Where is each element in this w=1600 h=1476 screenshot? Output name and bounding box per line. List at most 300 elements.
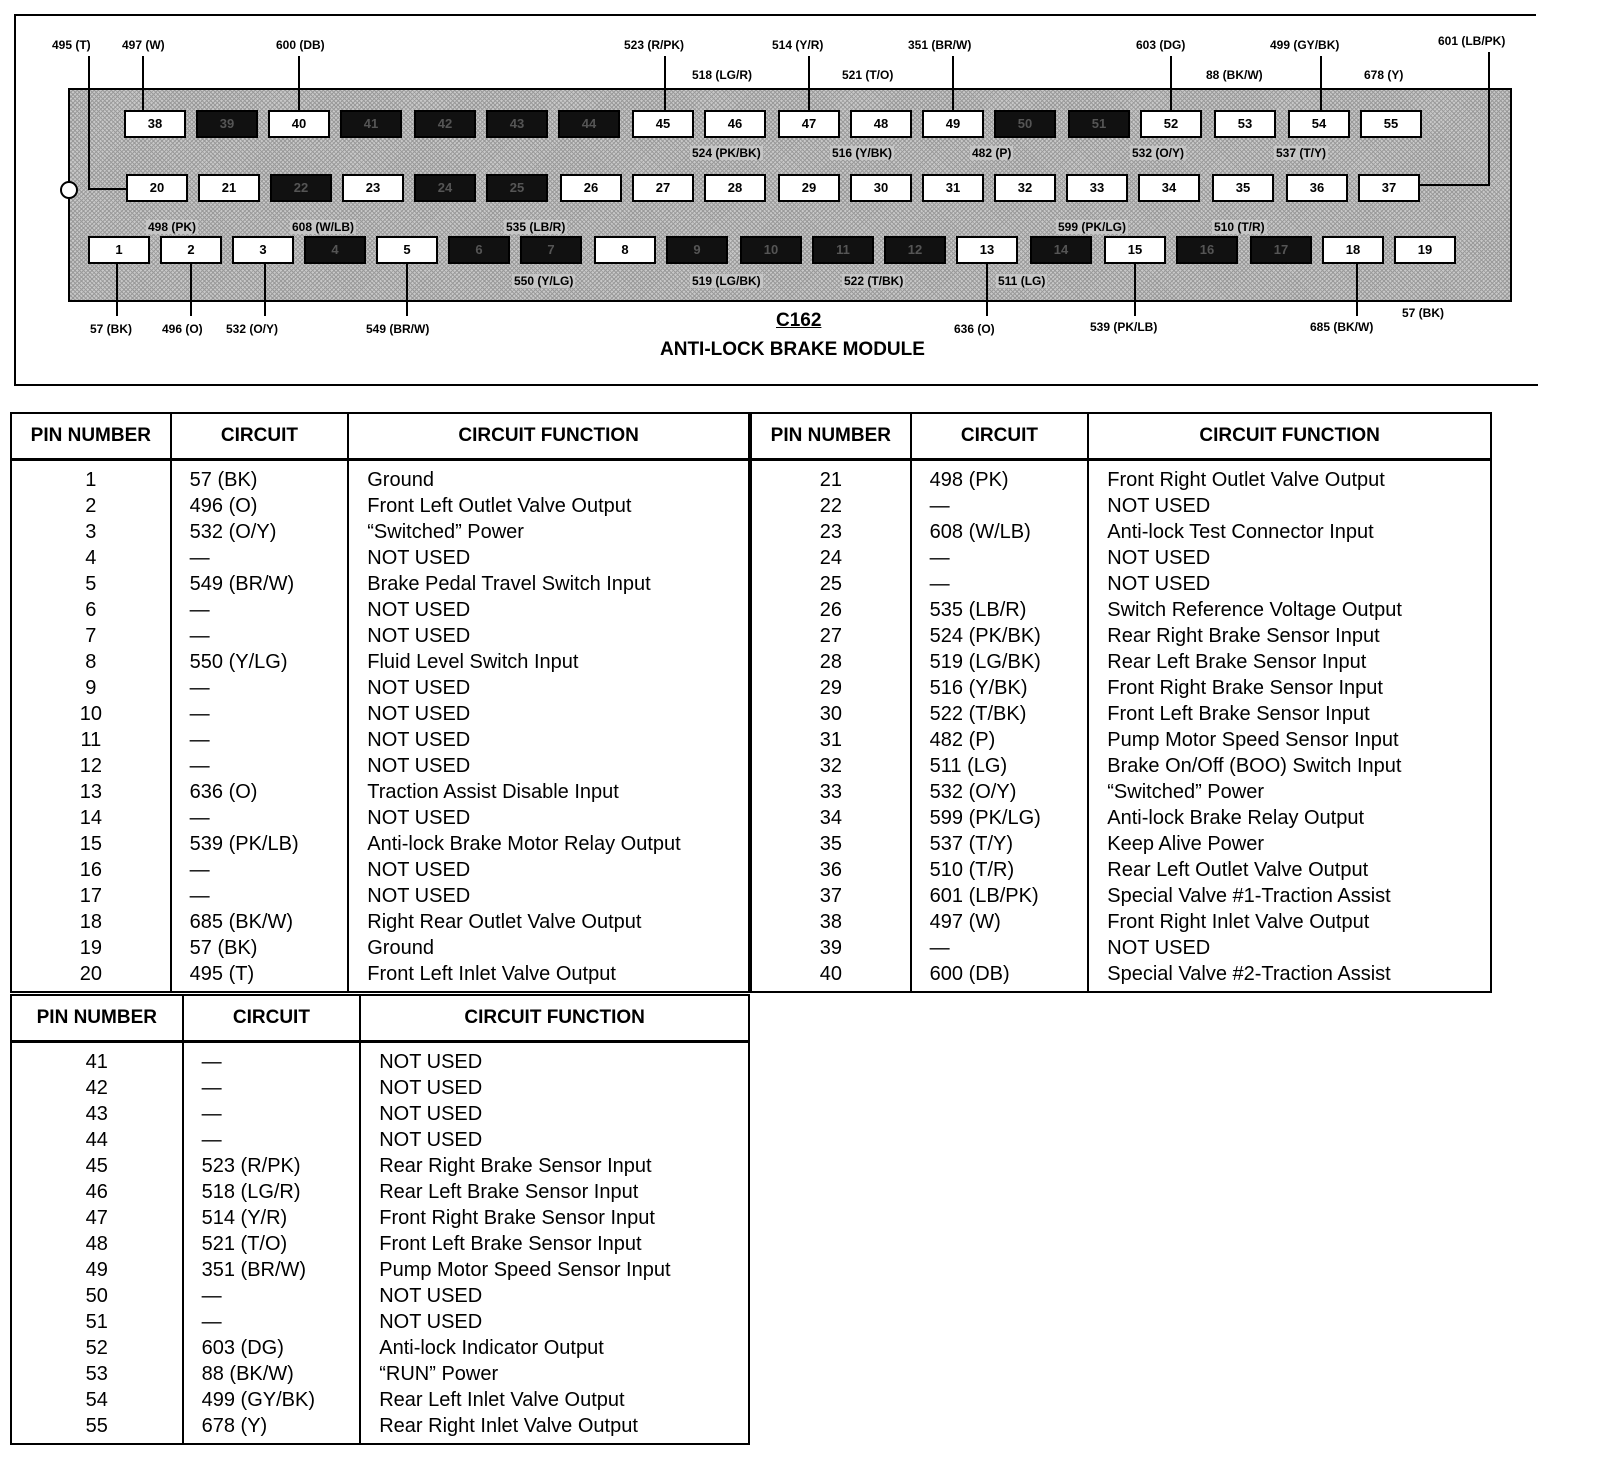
table-row: [751, 935, 1491, 961]
pin-number: 26: [751, 597, 911, 623]
circuit: 498 (PK): [911, 460, 1089, 494]
pin-number: 9: [11, 675, 171, 701]
circuit: 550 (Y/LG): [171, 649, 349, 675]
circuit-function: NOT USED: [1088, 935, 1491, 961]
circuit: —: [171, 701, 349, 727]
circuit: 524 (PK/BK): [911, 623, 1089, 649]
circuit-function: Front Left Brake Sensor Input: [1088, 701, 1491, 727]
pin-number: 5: [11, 571, 171, 597]
pin-number: 34: [751, 805, 911, 831]
table-row: [11, 1309, 749, 1335]
circuit-function: Ground: [348, 935, 749, 961]
circuit-function: NOT USED: [348, 597, 749, 623]
lead-line: [88, 188, 126, 190]
pin-number: 38: [751, 909, 911, 935]
pin-55: 55: [1360, 110, 1422, 138]
pin-number: 1: [11, 460, 171, 494]
pin-number: 40: [751, 961, 911, 992]
table-row: [11, 727, 749, 753]
wire-label: 685 (BK/W): [1310, 320, 1374, 334]
wire-label: 498 (PK): [148, 220, 197, 234]
pin-number: 11: [11, 727, 171, 753]
circuit: —: [183, 1283, 361, 1309]
circuit-function: NOT USED: [348, 675, 749, 701]
pin-number: 17: [11, 883, 171, 909]
table-row: [11, 753, 749, 779]
pin-1: 1: [88, 236, 150, 264]
pin-number: 13: [11, 779, 171, 805]
table-row: [11, 935, 749, 961]
pin-33: 33: [1066, 174, 1128, 202]
pin-26: 26: [560, 174, 622, 202]
table-row: [11, 1153, 749, 1179]
lead-line: [1488, 52, 1490, 186]
table-row: [11, 1361, 749, 1387]
table-row: [11, 623, 749, 649]
table-row: [751, 727, 1491, 753]
col-header-function: CIRCUIT FUNCTION: [1088, 413, 1491, 460]
table-row: [11, 779, 749, 805]
lead-line: [1420, 184, 1490, 186]
pin-36: 36: [1286, 174, 1348, 202]
circuit: 57 (BK): [171, 460, 349, 494]
circuit-function: Anti-lock Indicator Output: [360, 1335, 749, 1361]
circuit-function: NOT USED: [348, 701, 749, 727]
lead-line: [264, 262, 266, 316]
circuit-function: Traction Assist Disable Input: [348, 779, 749, 805]
pin-number: 4: [11, 545, 171, 571]
circuit-function: NOT USED: [1088, 493, 1491, 519]
circuit: 603 (DG): [183, 1335, 361, 1361]
wire-label: 518 (LG/R): [692, 68, 753, 82]
pin-number: 21: [751, 460, 911, 494]
wire-label: 521 (T/O): [842, 68, 894, 82]
table-row: [11, 545, 749, 571]
circuit: —: [183, 1309, 361, 1335]
pin-12: 12: [884, 236, 946, 264]
table-row: [751, 675, 1491, 701]
pin-number: 29: [751, 675, 911, 701]
wire-label: 514 (Y/R): [772, 38, 824, 52]
circuit-function: NOT USED: [348, 883, 749, 909]
pin-number: 7: [11, 623, 171, 649]
circuit-function: NOT USED: [360, 1283, 749, 1309]
pin-8: 8: [594, 236, 656, 264]
pin-number: 36: [751, 857, 911, 883]
pin-number: 2: [11, 493, 171, 519]
pin-number: 42: [11, 1075, 183, 1101]
table-row: [11, 493, 749, 519]
circuit: —: [171, 623, 349, 649]
table-row: [751, 493, 1491, 519]
wire-label: 537 (T/Y): [1276, 146, 1327, 160]
table-row: [11, 857, 749, 883]
wire-label: 496 (O): [162, 322, 203, 336]
pin-17: 17: [1250, 236, 1312, 264]
pin-number: 6: [11, 597, 171, 623]
pin-50: 50: [994, 110, 1056, 138]
circuit: 57 (BK): [171, 935, 349, 961]
circuit-function: Rear Left Outlet Valve Output: [1088, 857, 1491, 883]
circuit: —: [171, 545, 349, 571]
col-header-pin: PIN NUMBER: [11, 995, 183, 1042]
circuit: 516 (Y/BK): [911, 675, 1089, 701]
lead-line: [406, 262, 408, 316]
circuit-function: NOT USED: [360, 1075, 749, 1101]
wire-label: 603 (DG): [1136, 38, 1186, 52]
pin-number: 31: [751, 727, 911, 753]
circuit-function: “Switched” Power: [348, 519, 749, 545]
table-row: [11, 1387, 749, 1413]
circuit: 522 (T/BK): [911, 701, 1089, 727]
pin-number: 53: [11, 1361, 183, 1387]
circuit-function: Brake Pedal Travel Switch Input: [348, 571, 749, 597]
circuit: 88 (BK/W): [183, 1361, 361, 1387]
table-row: [11, 805, 749, 831]
wire-label: 600 (DB): [276, 38, 325, 52]
table-row: [751, 571, 1491, 597]
circuit: 599 (PK/LG): [911, 805, 1089, 831]
wire-label: 57 (BK): [1402, 306, 1445, 320]
circuit: 521 (T/O): [183, 1231, 361, 1257]
table-row: [751, 623, 1491, 649]
circuit-function: NOT USED: [360, 1309, 749, 1335]
circuit: —: [911, 571, 1089, 597]
circuit-function: Pump Motor Speed Sensor Input: [1088, 727, 1491, 753]
table-row: [11, 1231, 749, 1257]
circuit: 685 (BK/W): [171, 909, 349, 935]
circuit: —: [183, 1075, 361, 1101]
pin-number: 27: [751, 623, 911, 649]
pin-number: 24: [751, 545, 911, 571]
pin-number: 47: [11, 1205, 183, 1231]
pin-number: 44: [11, 1127, 183, 1153]
pin-42: 42: [414, 110, 476, 138]
col-header-function: CIRCUIT FUNCTION: [360, 995, 749, 1042]
table-row: [751, 753, 1491, 779]
circuit-function: Right Rear Outlet Valve Output: [348, 909, 749, 935]
table-row: [11, 909, 749, 935]
circuit-function: “RUN” Power: [360, 1361, 749, 1387]
table-row: [11, 1205, 749, 1231]
pin-number: 8: [11, 649, 171, 675]
circuit: 532 (O/Y): [911, 779, 1089, 805]
pin-41: 41: [340, 110, 402, 138]
pin-9: 9: [666, 236, 728, 264]
circuit-function: Front Right Inlet Valve Output: [1088, 909, 1491, 935]
circuit-function: NOT USED: [348, 727, 749, 753]
pin-46: 46: [704, 110, 766, 138]
pin-25: 25: [486, 174, 548, 202]
wire-label: 535 (LB/R): [506, 220, 566, 234]
connector-id: C162: [776, 310, 822, 331]
pin-32: 32: [994, 174, 1056, 202]
circuit-function: Brake On/Off (BOO) Switch Input: [1088, 753, 1491, 779]
pin-23: 23: [342, 174, 404, 202]
circuit-function: Front Right Brake Sensor Input: [360, 1205, 749, 1231]
lead-line: [116, 262, 118, 316]
pin-number: 35: [751, 831, 911, 857]
table-row: [751, 961, 1491, 992]
wire-label: 519 (LG/BK): [692, 274, 761, 288]
table-row: [11, 460, 749, 494]
table-row: [11, 1335, 749, 1361]
pin-15: 15: [1104, 236, 1166, 264]
col-header-circuit: CIRCUIT: [911, 413, 1089, 460]
pin-19: 19: [1394, 236, 1456, 264]
pin-43: 43: [486, 110, 548, 138]
pin-number: 3: [11, 519, 171, 545]
pin-number: 25: [751, 571, 911, 597]
circuit-function: Switch Reference Voltage Output: [1088, 597, 1491, 623]
circuit-function: NOT USED: [348, 623, 749, 649]
circuit-function: Rear Right Inlet Valve Output: [360, 1413, 749, 1444]
pin-3: 3: [232, 236, 294, 264]
circuit: —: [183, 1101, 361, 1127]
pin-number: 20: [11, 961, 171, 992]
wire-label: 497 (W): [122, 38, 165, 52]
circuit: 532 (O/Y): [171, 519, 349, 545]
circuit-function: Pump Motor Speed Sensor Input: [360, 1257, 749, 1283]
wire-label: 601 (LB/PK): [1438, 34, 1506, 48]
pin-14: 14: [1030, 236, 1092, 264]
pin-table-1: [10, 412, 750, 993]
lead-line: [1170, 56, 1172, 112]
circuit-function: NOT USED: [360, 1101, 749, 1127]
lead-line: [986, 262, 988, 316]
table-row: [11, 1257, 749, 1283]
lead-line: [952, 56, 954, 112]
table-row: [11, 649, 749, 675]
pin-number: 33: [751, 779, 911, 805]
circuit-function: Rear Left Brake Sensor Input: [360, 1179, 749, 1205]
wire-label: 88 (BK/W): [1206, 68, 1263, 82]
col-header-function: CIRCUIT FUNCTION: [348, 413, 749, 460]
circuit: 535 (LB/R): [911, 597, 1089, 623]
table-row: [11, 1413, 749, 1444]
circuit-function: NOT USED: [1088, 571, 1491, 597]
pin-44: 44: [558, 110, 620, 138]
wire-label: 522 (T/BK): [844, 274, 904, 288]
pin-29: 29: [778, 174, 840, 202]
lead-line: [88, 56, 90, 190]
pin-49: 49: [922, 110, 984, 138]
circuit-function: NOT USED: [1088, 545, 1491, 571]
pin-11: 11: [812, 236, 874, 264]
pin-6: 6: [448, 236, 510, 264]
table-row: [11, 961, 749, 992]
circuit-function: Special Valve #1-Traction Assist: [1088, 883, 1491, 909]
pin-number: 43: [11, 1101, 183, 1127]
pin-31: 31: [922, 174, 984, 202]
pin-5: 5: [376, 236, 438, 264]
pin-20: 20: [126, 174, 188, 202]
circuit-function: NOT USED: [348, 545, 749, 571]
pin-number: 54: [11, 1387, 183, 1413]
wire-label: 608 (W/LB): [292, 220, 355, 234]
circuit-function: Rear Right Brake Sensor Input: [1088, 623, 1491, 649]
circuit: 351 (BR/W): [183, 1257, 361, 1283]
wire-label: 549 (BR/W): [366, 322, 430, 336]
pin-number: 51: [11, 1309, 183, 1335]
circuit: 539 (PK/LB): [171, 831, 349, 857]
pin-number: 49: [11, 1257, 183, 1283]
circuit-function: NOT USED: [348, 753, 749, 779]
circuit: 510 (T/R): [911, 857, 1089, 883]
table-row: [11, 675, 749, 701]
circuit: 608 (W/LB): [911, 519, 1089, 545]
table-row: [11, 597, 749, 623]
circuit: —: [171, 727, 349, 753]
pin-10: 10: [740, 236, 802, 264]
circuit: 636 (O): [171, 779, 349, 805]
wire-label: 499 (GY/BK): [1270, 38, 1340, 52]
wire-label: 532 (O/Y): [226, 322, 279, 336]
lead-line: [1356, 262, 1358, 316]
pin-4: 4: [304, 236, 366, 264]
pin-35: 35: [1212, 174, 1274, 202]
circuit-function: Anti-lock Brake Relay Output: [1088, 805, 1491, 831]
pin-38: 38: [124, 110, 186, 138]
circuit: 601 (LB/PK): [911, 883, 1089, 909]
wire-label: 636 (O): [954, 322, 995, 336]
pin-52: 52: [1140, 110, 1202, 138]
wire-label: 510 (T/R): [1214, 220, 1265, 234]
pin-39: 39: [196, 110, 258, 138]
pin-40: 40: [268, 110, 330, 138]
pin-16: 16: [1176, 236, 1238, 264]
circuit-function: Front Left Outlet Valve Output: [348, 493, 749, 519]
circuit: 495 (T): [171, 961, 349, 992]
table-row: [11, 1075, 749, 1101]
pin-37: 37: [1358, 174, 1420, 202]
circuit: 678 (Y): [183, 1413, 361, 1444]
circuit-function: Anti-lock Brake Motor Relay Output: [348, 831, 749, 857]
pin-22: 22: [270, 174, 332, 202]
pin-number: 22: [751, 493, 911, 519]
table-row: [751, 857, 1491, 883]
pin-number: 15: [11, 831, 171, 857]
circuit: 497 (W): [911, 909, 1089, 935]
wire-label: 550 (Y/LG): [514, 274, 574, 288]
pin-54: 54: [1288, 110, 1350, 138]
pin-27: 27: [632, 174, 694, 202]
table-row: [751, 779, 1491, 805]
circuit: —: [911, 493, 1089, 519]
connector-name: ANTI-LOCK BRAKE MODULE: [660, 339, 925, 360]
pin-number: 37: [751, 883, 911, 909]
table-row: [11, 1179, 749, 1205]
wire-label: 539 (PK/LB): [1090, 320, 1158, 334]
pin-number: 10: [11, 701, 171, 727]
circuit-function: Anti-lock Test Connector Input: [1088, 519, 1491, 545]
pin-18: 18: [1322, 236, 1384, 264]
table-row: [11, 831, 749, 857]
circuit: —: [171, 883, 349, 909]
table-row: [751, 701, 1491, 727]
wire-label: 524 (PK/BK): [692, 146, 761, 160]
pin-number: 39: [751, 935, 911, 961]
lead-line: [142, 56, 144, 112]
table-row: [11, 571, 749, 597]
circuit-function: Keep Alive Power: [1088, 831, 1491, 857]
wire-label: 516 (Y/BK): [832, 146, 893, 160]
pin-number: 16: [11, 857, 171, 883]
circuit: —: [183, 1042, 361, 1076]
pin-47: 47: [778, 110, 840, 138]
circuit: 518 (LG/R): [183, 1179, 361, 1205]
circuit-function: NOT USED: [348, 805, 749, 831]
pin-7: 7: [520, 236, 582, 264]
circuit-function: NOT USED: [360, 1042, 749, 1076]
wire-label: 599 (PK/LG): [1058, 220, 1127, 234]
pin-number: 30: [751, 701, 911, 727]
wire-label: 351 (BR/W): [908, 38, 972, 52]
table-row: [751, 597, 1491, 623]
pin-number: 28: [751, 649, 911, 675]
table-row: [751, 519, 1491, 545]
pin-number: 48: [11, 1231, 183, 1257]
table-row: [751, 649, 1491, 675]
circuit: —: [183, 1127, 361, 1153]
pin-2: 2: [160, 236, 222, 264]
table-row: [751, 805, 1491, 831]
table-row: [11, 519, 749, 545]
circuit-function: Ground: [348, 460, 749, 494]
circuit: —: [911, 935, 1089, 961]
connector-latch-icon: [60, 181, 78, 199]
circuit-function: Front Right Brake Sensor Input: [1088, 675, 1491, 701]
wire-label: 511 (LG): [998, 274, 1046, 288]
table-row: [751, 545, 1491, 571]
wire-label: 57 (BK): [90, 322, 133, 336]
circuit: —: [171, 597, 349, 623]
pin-28: 28: [704, 174, 766, 202]
lead-line: [1134, 262, 1136, 316]
table-row: [11, 1101, 749, 1127]
table-row: [11, 883, 749, 909]
table-row: [751, 460, 1491, 494]
circuit: 519 (LG/BK): [911, 649, 1089, 675]
pin-number: 32: [751, 753, 911, 779]
lead-line: [1320, 56, 1322, 112]
pin-number: 19: [11, 935, 171, 961]
circuit: —: [171, 753, 349, 779]
table-row: [751, 883, 1491, 909]
col-header-pin: PIN NUMBER: [751, 413, 911, 460]
circuit-function: Front Right Outlet Valve Output: [1088, 460, 1491, 494]
table-row: [11, 1042, 749, 1076]
circuit-function: Rear Left Inlet Valve Output: [360, 1387, 749, 1413]
table-row: [11, 1127, 749, 1153]
lead-line: [298, 56, 300, 112]
col-header-circuit: CIRCUIT: [183, 995, 361, 1042]
pin-number: 50: [11, 1283, 183, 1309]
circuit: 499 (GY/BK): [183, 1387, 361, 1413]
pin-table-2: [750, 412, 1492, 993]
circuit: 549 (BR/W): [171, 571, 349, 597]
col-header-circuit: CIRCUIT: [171, 413, 349, 460]
table-row: [11, 701, 749, 727]
pin-13: 13: [956, 236, 1018, 264]
circuit: 511 (LG): [911, 753, 1089, 779]
pin-51: 51: [1068, 110, 1130, 138]
circuit: 514 (Y/R): [183, 1205, 361, 1231]
pin-number: 41: [11, 1042, 183, 1076]
pin-number: 45: [11, 1153, 183, 1179]
circuit: 482 (P): [911, 727, 1089, 753]
circuit: —: [911, 545, 1089, 571]
